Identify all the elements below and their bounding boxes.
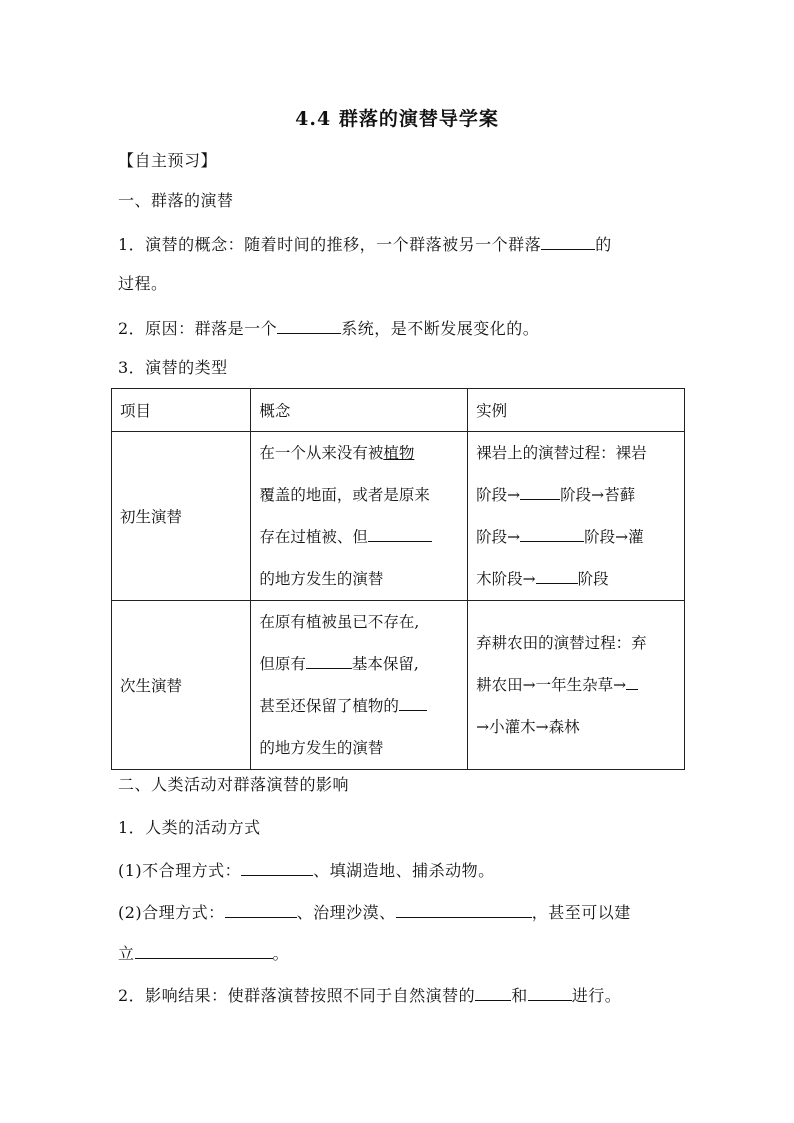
paragraph-1: 1．人类的活动方式 — [118, 818, 261, 837]
primary-example-blank-1[interactable] — [520, 482, 560, 500]
paragraph-1-1: (1)不合理方式： 、填湖造地、捕杀动物。 — [118, 858, 495, 882]
reasonable-way-blank-1[interactable] — [225, 900, 297, 918]
reasonable-way-blank-2[interactable] — [396, 900, 532, 918]
question-2 — [118, 316, 539, 340]
q2-blank[interactable] — [277, 316, 341, 334]
row-primary-name: 初生演替 — [112, 432, 251, 601]
table-row — [112, 432, 685, 601]
page-title: 4.4 群落的演替导学案 — [295, 108, 499, 130]
header-item: 项目 — [112, 389, 251, 432]
succession-types-table — [111, 388, 685, 770]
secondary-concept-blank-2[interactable] — [399, 693, 427, 711]
q2-text: 2．原因：群落是一个 — [118, 319, 278, 338]
primary-example-blank-3[interactable] — [536, 566, 578, 584]
result-blank-2[interactable] — [528, 983, 572, 1001]
row-secondary-example: 弃耕农田的演替过程：弃 耕农田→一年生杂草→ →小灌木→森林 — [468, 601, 685, 770]
question-1-line-2: 过程。 — [118, 274, 168, 293]
question-3: 3．演替的类型 — [118, 358, 228, 377]
q1-text: 1．演替的概念：随着时间的推移，一个群落被另一个群落 — [118, 235, 542, 254]
heading-succession: 一、群落的演替 — [118, 191, 234, 210]
result-blank-1[interactable] — [475, 983, 511, 1001]
paragraph-1-3: 立 。 — [118, 941, 289, 965]
establish-blank[interactable] — [135, 941, 273, 959]
q2-text-end: 系统，是不断发展变化的。 — [341, 319, 540, 338]
section-self-study: 【自主预习】 — [118, 151, 218, 170]
primary-concept-blank[interactable] — [368, 524, 432, 542]
row-primary-concept: 在一个从来没有被植物 覆盖的地面，或者是原来 存在过植被、但 的地方发生的演替 — [251, 432, 468, 601]
unreasonable-way-blank[interactable] — [241, 858, 313, 876]
heading-human-impact: 二、人类活动对群落演替的影响 — [118, 775, 350, 794]
table-row — [112, 601, 685, 770]
q1-text-end: 的 — [595, 235, 612, 254]
paragraph-1-2: (2)合理方式： 、治理沙漠、 ，甚至可以建 — [118, 900, 631, 924]
row-secondary-name: 次生演替 — [112, 601, 251, 770]
q1-blank[interactable] — [541, 232, 595, 250]
row-primary-example: 裸岩上的演替过程：裸岩 阶段→ 阶段→苔藓 阶段→ 阶段→灌 木阶段→ 阶段 — [468, 432, 685, 601]
primary-example-blank-2[interactable] — [520, 524, 584, 542]
secondary-concept-blank-1[interactable] — [306, 651, 352, 669]
row-secondary-concept: 在原有植被虽已不存在, 但原有 基本保留, 甚至还保留了植物的 的地方发生的演替 — [251, 601, 468, 770]
header-example: 实例 — [468, 389, 685, 432]
secondary-example-blank[interactable] — [626, 672, 638, 690]
paragraph-2: 2．影响结果：使群落演替按照不同于自然演替的 和 进行。 — [118, 983, 621, 1007]
header-concept: 概念 — [251, 389, 468, 432]
table-header-row — [112, 389, 685, 432]
question-1-line-1 — [118, 232, 612, 256]
